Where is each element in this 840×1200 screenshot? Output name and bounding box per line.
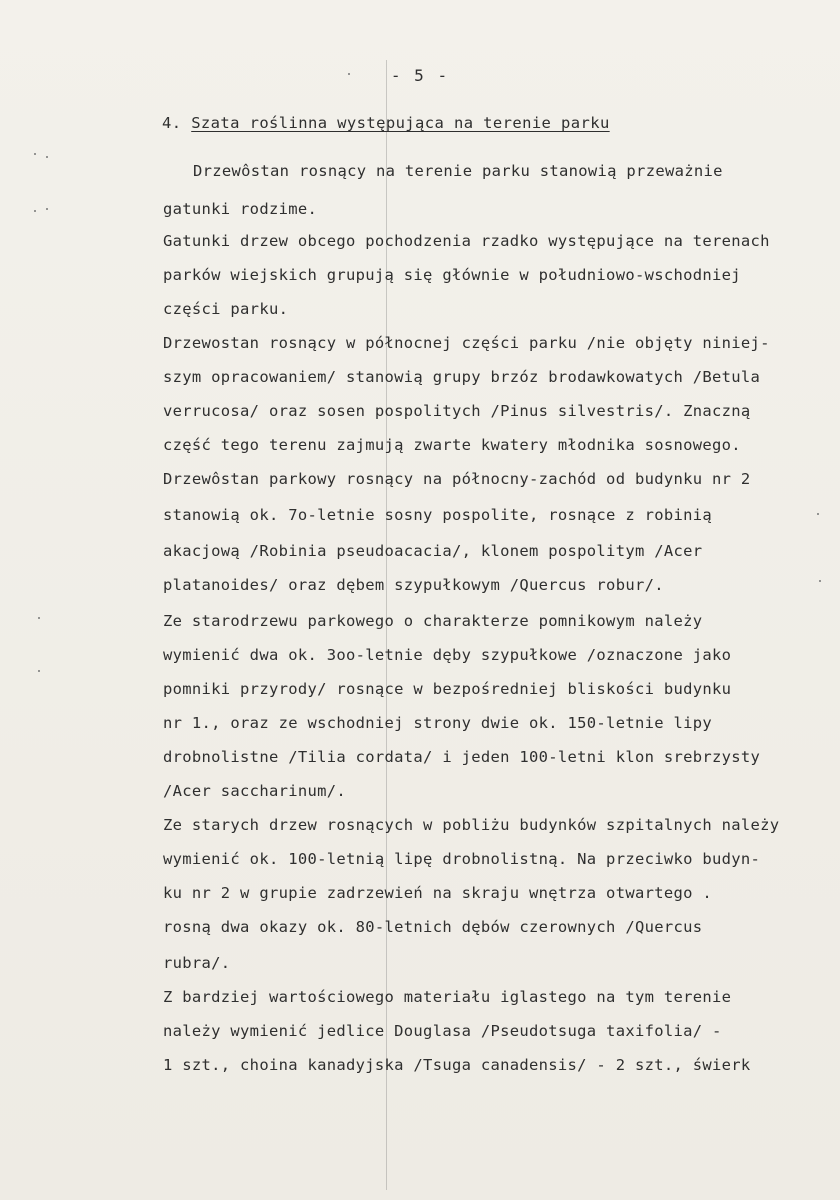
text-line: ku nr 2 w grupie zadrzewień na skraju wnętrza otwartego . [163,884,713,902]
text-line: szym opracowaniem/ stanowią grupy brzóz brodawkowatych /Betula [163,368,761,386]
text-line: platanoides/ oraz dębem szypułkowym /Quercus robur/. [163,576,664,594]
text-line: Drzewostan rosnący w północnej części parku /nie objęty niniej- [163,334,770,352]
scan-speck [38,617,40,619]
text-line: części parku. [163,300,289,318]
text-line: pomniki przyrody/ rosnące w bezpośredniej bliskości budynku [163,680,732,698]
text-line: nr 1., oraz ze wschodniej strony dwie ok. 150-letnie lipy [163,714,713,732]
text-line: 1 szt., choina kanadyjska /Tsuga canadensis/ - 2 szt., świerk [163,1056,751,1074]
scan-speck [46,208,48,210]
text-line: wymienić dwa ok. 3oo-letnie dęby szypułkowe /oznaczone jako [163,646,732,664]
text-line: rubra/. [163,954,231,972]
page-number: - 5 - [390,66,450,85]
scan-speck [38,670,40,672]
scan-speck [817,513,819,515]
text-line: Z bardziej wartościowego materiału iglastego na tym terenie [163,988,732,1006]
text-line: akacjową /Robinia pseudoacacia/, klonem pospolitym /Acer [163,542,703,560]
text-line: część tego terenu zajmują zwarte kwatery młodnika sosnowego. [163,436,741,454]
text-line: Ze starodrzewu parkowego o charakterze pomnikowym należy [163,612,703,630]
scan-speck [34,153,36,155]
text-line: należy wymienić jedlice Douglasa /Pseudotsuga taxifolia/ - [163,1022,722,1040]
text-line: Ze starych drzew rosnących w pobliżu budynków szpitalnych należy [163,816,780,834]
text-line: Drzewôstan parkowy rosnący na północny-zachód od budynku nr 2 [163,470,751,488]
scan-speck [46,156,48,158]
section-number: 4. [162,114,182,132]
text-line: /Acer saccharinum/. [163,782,347,800]
scan-speck [819,580,821,582]
scan-speck [34,210,36,212]
text-line: stanowią ok. 7o-letnie sosny pospolite, rosnące z robinią [163,506,713,524]
text-line: rosną dwa okazy ok. 80-letnich dębów czerownych /Quercus [163,918,703,936]
text-line: wymienić ok. 100-letnią lipę drobnolistną. Na przeciwko budyn- [163,850,761,868]
text-line: gatunki rodzime. [163,200,318,218]
text-line: Gatunki drzew obcego pochodzenia rzadko występujące na terenach [163,232,770,250]
text-line: drobnolistne /Tilia cordata/ i jeden 100-letni klon srebrzysty [163,748,761,766]
section-title: Szata roślinna występująca na terenie parku [191,114,610,132]
section-heading [162,114,610,132]
text-line: parków wiejskich grupują się głównie w południowo-wschodniej [163,266,741,284]
text-line: verrucosa/ oraz sosen pospolitych /Pinus silvestris/. Znaczną [163,402,751,420]
text-line: Drzewôstan rosnący na terenie parku stanowią przeważnie [193,162,723,180]
